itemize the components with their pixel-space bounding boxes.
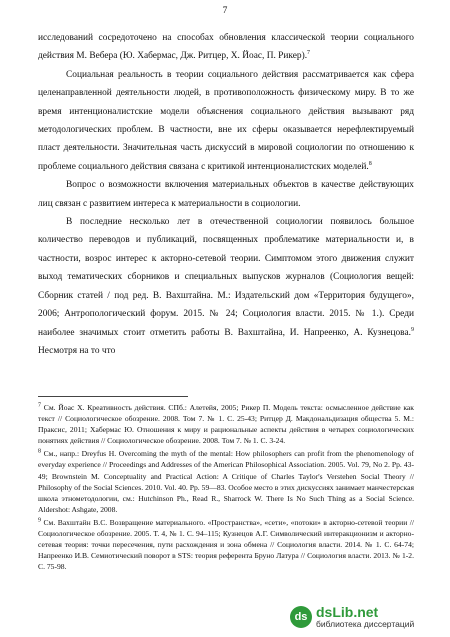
watermark-logo-text: dsLib.net bbox=[316, 604, 379, 620]
footnotes bbox=[38, 402, 414, 572]
footnote-ref-9[interactable]: 9 bbox=[411, 326, 414, 333]
footnote-text: См. Йоас Х. Креативность действия. СПб.: Алетейя, 2005; Рикер П. Модель текста: осмысленное действие как текст // Социологическое обозрение. 2008. Том 7. № 1. С. 25-43; Ритцер Д. Макдональдизация общества 5. М.: Праксис, 2011; Хабермас Ю. Отношения к миру и рациональные аспекты действия в четырех социологических понятиях действия // Социологическое обозрение. 2008. Том 7. № 1. С. 3-24. bbox=[38, 403, 414, 446]
paragraph-1-text: исследований сосредоточено на способах обновления классической теории социального действия М. Вебера (Ю. Хабермас, Дж. Ритцер, Х. Йоас, П. Рикер). bbox=[38, 33, 414, 62]
footnote-7 bbox=[38, 402, 414, 446]
page-number: 7 bbox=[222, 6, 228, 16]
footnote-ref-8[interactable]: 8 bbox=[368, 160, 372, 167]
paragraph-3: Вопрос о возможности включения материальных объектов в качестве действующих лиц связан с развитием интереса к материальности в социологии. bbox=[38, 180, 414, 209]
dslib-logo-icon: ds bbox=[290, 606, 312, 628]
footnote-text: См. Вахштайн В.С. Возвращение материального. «Пространства», «сети», «потоки» в акторно-сетевой теории // Социологическое обозрение. 2005. Т. 4, № 1. С. 94–115; Кузнецов А.Г. Символический интеракционизм и акторно-сетевая теория: точки пересечения, пути расхождения и зона обмена // Социология власти. 2014. № 1. С. 64-74; Напреенко И.В. Семиотический поворот в STS: теория референта Бруно Латура // Социология власти. 2013. № 1-2. С. 75-98. bbox=[38, 517, 414, 572]
footnote-8 bbox=[38, 448, 414, 515]
paragraph-4-text: В последние несколько лет в отечественной социологии появилось большое количество переводов и публикаций, посвященных проблематике материальности и, в частности, возрос интерес к акторно-сетевой теории. Симптомом этого движения служит выход тематических сборников и специальных выпусков журналов (Социология вещей: Сборник статей / под ред. В. Вахштайна. М.: Издательский дом «Территория будущего», 2006; Антропологический форум. 2015. № 24; Социология власти. 2015. № 1.). Среди наиболее значимых стоит отметить работы В. Вахштайна, И. Напреенко, А. Кузнецова. bbox=[38, 217, 414, 338]
footnote-ref-7[interactable]: 7 bbox=[307, 50, 311, 57]
footnote-number: 9 bbox=[38, 517, 41, 524]
footnote-number: 7 bbox=[38, 402, 41, 409]
paragraph-1 bbox=[38, 29, 414, 66]
watermark-tagline: библиотека диссертаций bbox=[316, 619, 415, 629]
footnote-separator bbox=[38, 396, 188, 397]
paragraph-2 bbox=[38, 66, 414, 176]
main-text bbox=[38, 29, 414, 360]
paragraph-4 bbox=[38, 213, 414, 360]
footnote-text: См., напр.: Dreyfus H. Overcoming the myth of the mental: How philosophers can profit from the phenomenology of everyday experience // Proceedings and Addresses of the American Philosophical Association. 2005. Vol. 79, No 2. Pp. 43-49; Brownstein M. Conceptuality and Practical Action: A Critique of Charles Taylor's Verstehen Social Theory // Philosophy of the Social Sciences. 2010. Vol. 40. Pp. 59—83. Особое место в этих дискуссиях занимает манчестерская школа этнометодологии, см.: Hutchinson Ph., Read R., Sharrock W. There Is No Such Thing as a Social Science. Aldershot: Ashgate, 2008. bbox=[38, 449, 414, 514]
footnote-9 bbox=[38, 517, 414, 572]
dslib-watermark[interactable] bbox=[290, 605, 414, 629]
paragraph-4-tail: Несмотря на то что bbox=[38, 345, 116, 356]
paragraph-2-text: Социальная реальность в теории социального действия рассматривается как сфера целенаправленной деятельности людей, в противоположность физическому миру. В то же время интенционалистские модели объяснения социального действия вызывают ряд методологических проблем. В частности, вне их сферы оказывается нерефлектируемый пласт деятельности. Значительная часть дискуссий в мировой социологии по отношению к проблеме социального действия связана с критикой интенционалистских моделей. bbox=[38, 69, 414, 172]
footnote-number: 8 bbox=[38, 448, 41, 455]
